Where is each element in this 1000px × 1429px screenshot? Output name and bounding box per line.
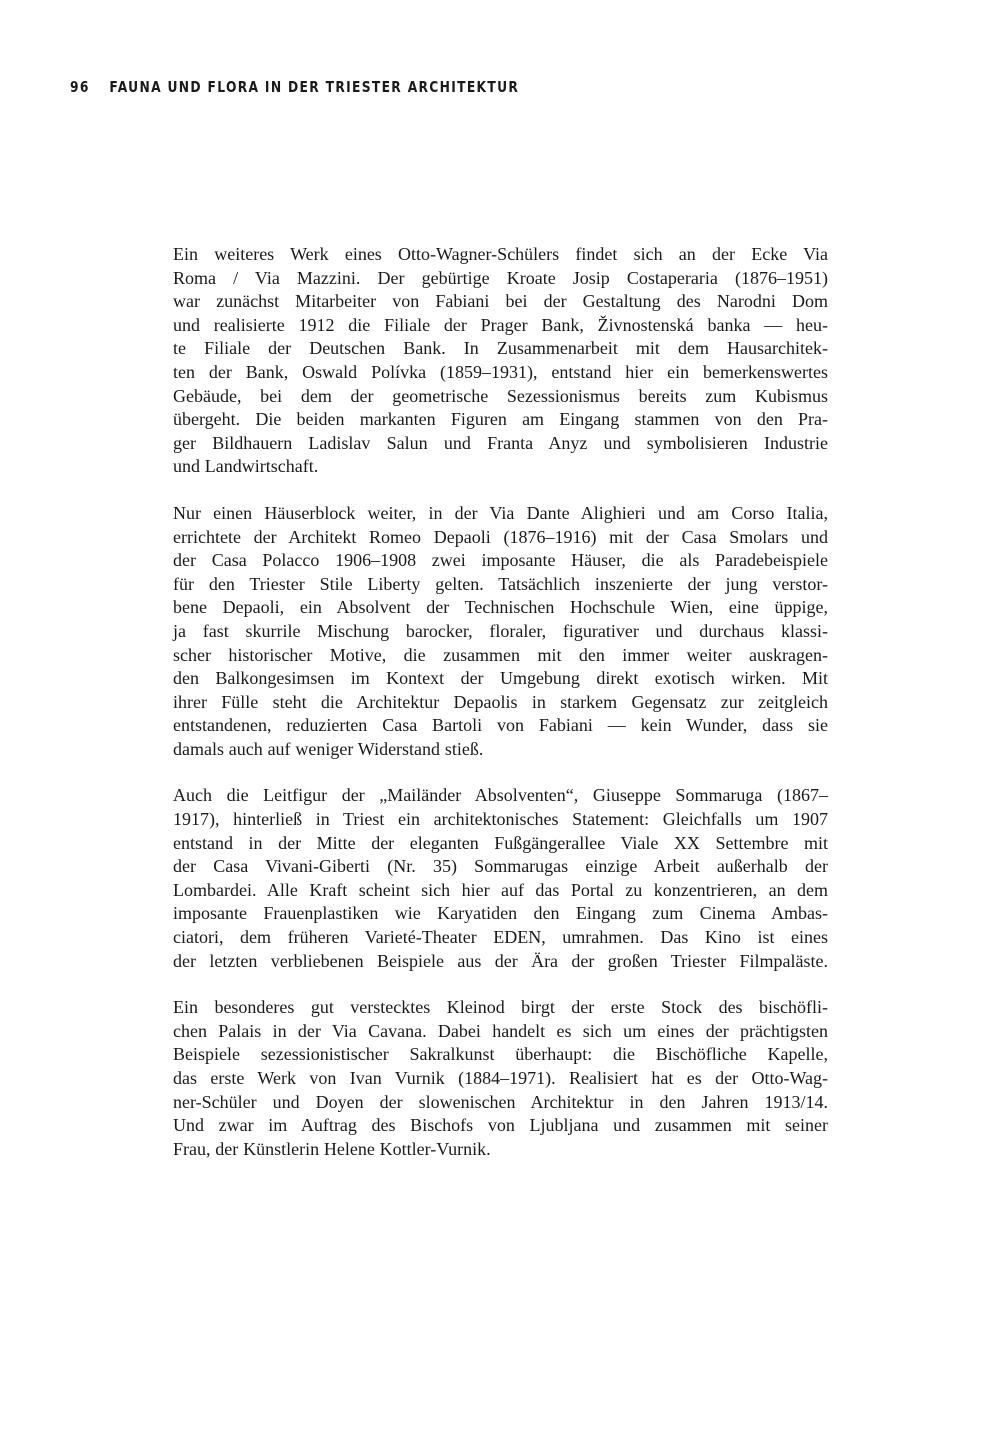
text-line: war zunächst Mitarbeiter von Fabiani bei der Gestaltung des Narodni Dom [173,291,828,312]
text-line: der Casa Polacco 1906–1908 zwei imposante Häuser, die als Paradebeispiele [173,550,828,571]
paragraph-2 [173,502,828,762]
text-line: ciatori, dem früheren Varieté-Theater EDEN, umrahmen. Das Kino ist eines [173,927,828,948]
running-title: FAUNA UND FLORA IN DER TRIESTER ARCHITEKTUR [109,78,520,96]
text-line: scher historischer Motive, die zusammen mit den immer weiter auskragen- [173,644,828,665]
text-line: ner-Schüler und Doyen der slowenischen Architektur in den Jahren 1913/14. [173,1091,828,1112]
text-line: übergeht. Die beiden markanten Figuren am Eingang stammen von den Pra- [173,409,828,430]
text-line: te Filiale der Deutschen Bank. In Zusammenarbeit mit dem Hausarchitek- [173,338,828,359]
text-line: 1917), hinterließ in Triest ein architektonisches Statement: Gleichfalls um 1907 [173,809,828,830]
text-line: Lombardei. Alle Kraft scheint sich hier auf das Portal zu konzentrieren, an dem [173,879,828,900]
running-head [70,78,775,96]
text-line: der Casa Vivani-Giberti (Nr. 35) Sommarugas einzige Arbeit außerhalb der [173,856,828,877]
text-line: ger Bildhauern Ladislav Salun und Franta Anyz und symbolisieren Industrie [173,432,828,453]
text-line: Roma / Via Mazzini. Der gebürtige Kroate Josip Costaperaria (1876–1951) [173,267,828,288]
text-line: Ein weiteres Werk eines Otto-Wagner-Schülers findet sich an der Ecke Via [173,244,828,264]
text-line: der letzten verbliebenen Beispiele aus der Ära der großen Triester Filmpaläste. [173,950,828,971]
text-line: errichtete der Architekt Romeo Depaoli (1876–1916) mit der Casa Smolars und [173,526,828,547]
text-line: für den Triester Stile Liberty gelten. Tatsächlich inszenierte der jung verstor- [173,573,828,594]
text-line: ja fast skurrile Mischung barocker, floraler, figurativer und durchaus klassi- [173,620,828,641]
body-text [173,243,828,1184]
text-line: das erste Werk von Ivan Vurnik (1884–1971). Realisiert hat es der Otto-Wag- [173,1068,828,1088]
text-line: damals auch auf weniger Widerstand stieß. [173,738,484,759]
paragraph-3 [173,784,828,973]
text-line: Und zwar im Auftrag des Bischofs von Ljubljana und zusammen mit seiner [173,1115,828,1136]
text-line: und realisierte 1912 die Filiale der Prager Bank, Živnostenská banka — heu- [173,314,828,335]
text-line: den Balkongesimsen im Kontext der Umgebung direkt exotisch wirken. Mit [173,668,828,689]
page-number: 96 [70,78,90,96]
text-line: entstand in der Mitte der eleganten Fußgängerallee Viale XX Settembre mit [173,832,828,853]
text-line: ten der Bank, Oswald Polívka (1859–1931), entstand hier ein bemerkenswertes [173,361,828,382]
text-line: Frau, der Künstlerin Helene Kottler-Vurnik. [173,1138,491,1159]
text-line: und Landwirtschaft. [173,456,319,477]
text-line: Beispiele sezessionistischer Sakralkunst überhaupt: die Bischöfliche Kapelle, [173,1044,828,1065]
text-line: Nur einen Häuserblock weiter, in der Via Dante Alighieri und am Corso Italia, [173,502,828,523]
text-line: entstandenen, reduzierten Casa Bartoli von Fabiani — kein Wunder, dass sie [173,715,828,736]
text-line: Gebäude, bei dem der geometrische Sezessionismus bereits zum Kubismus [173,385,828,406]
text-line: Auch die Leitfigur der „Mailänder Absolventen“, Giuseppe Sommaruga (1867– [173,785,828,806]
text-line: ihrer Fülle steht die Architektur Depaolis in starkem Gegensatz zur zeitgleich [173,691,828,712]
text-line: chen Palais in der Via Cavana. Dabei handelt es sich um eines der prächtigsten [173,1020,828,1041]
text-line: Ein besonderes gut verstecktes Kleinod birgt der erste Stock des bischöfli- [173,997,828,1018]
text-line: imposante Frauenplastiken wie Karyatiden den Eingang zum Cinema Ambas- [173,903,828,924]
paragraph-4 [173,996,828,1161]
text-line: bene Depaoli, ein Absolvent der Technischen Hochschule Wien, eine üppige, [173,597,828,618]
paragraph-1 [173,243,828,479]
